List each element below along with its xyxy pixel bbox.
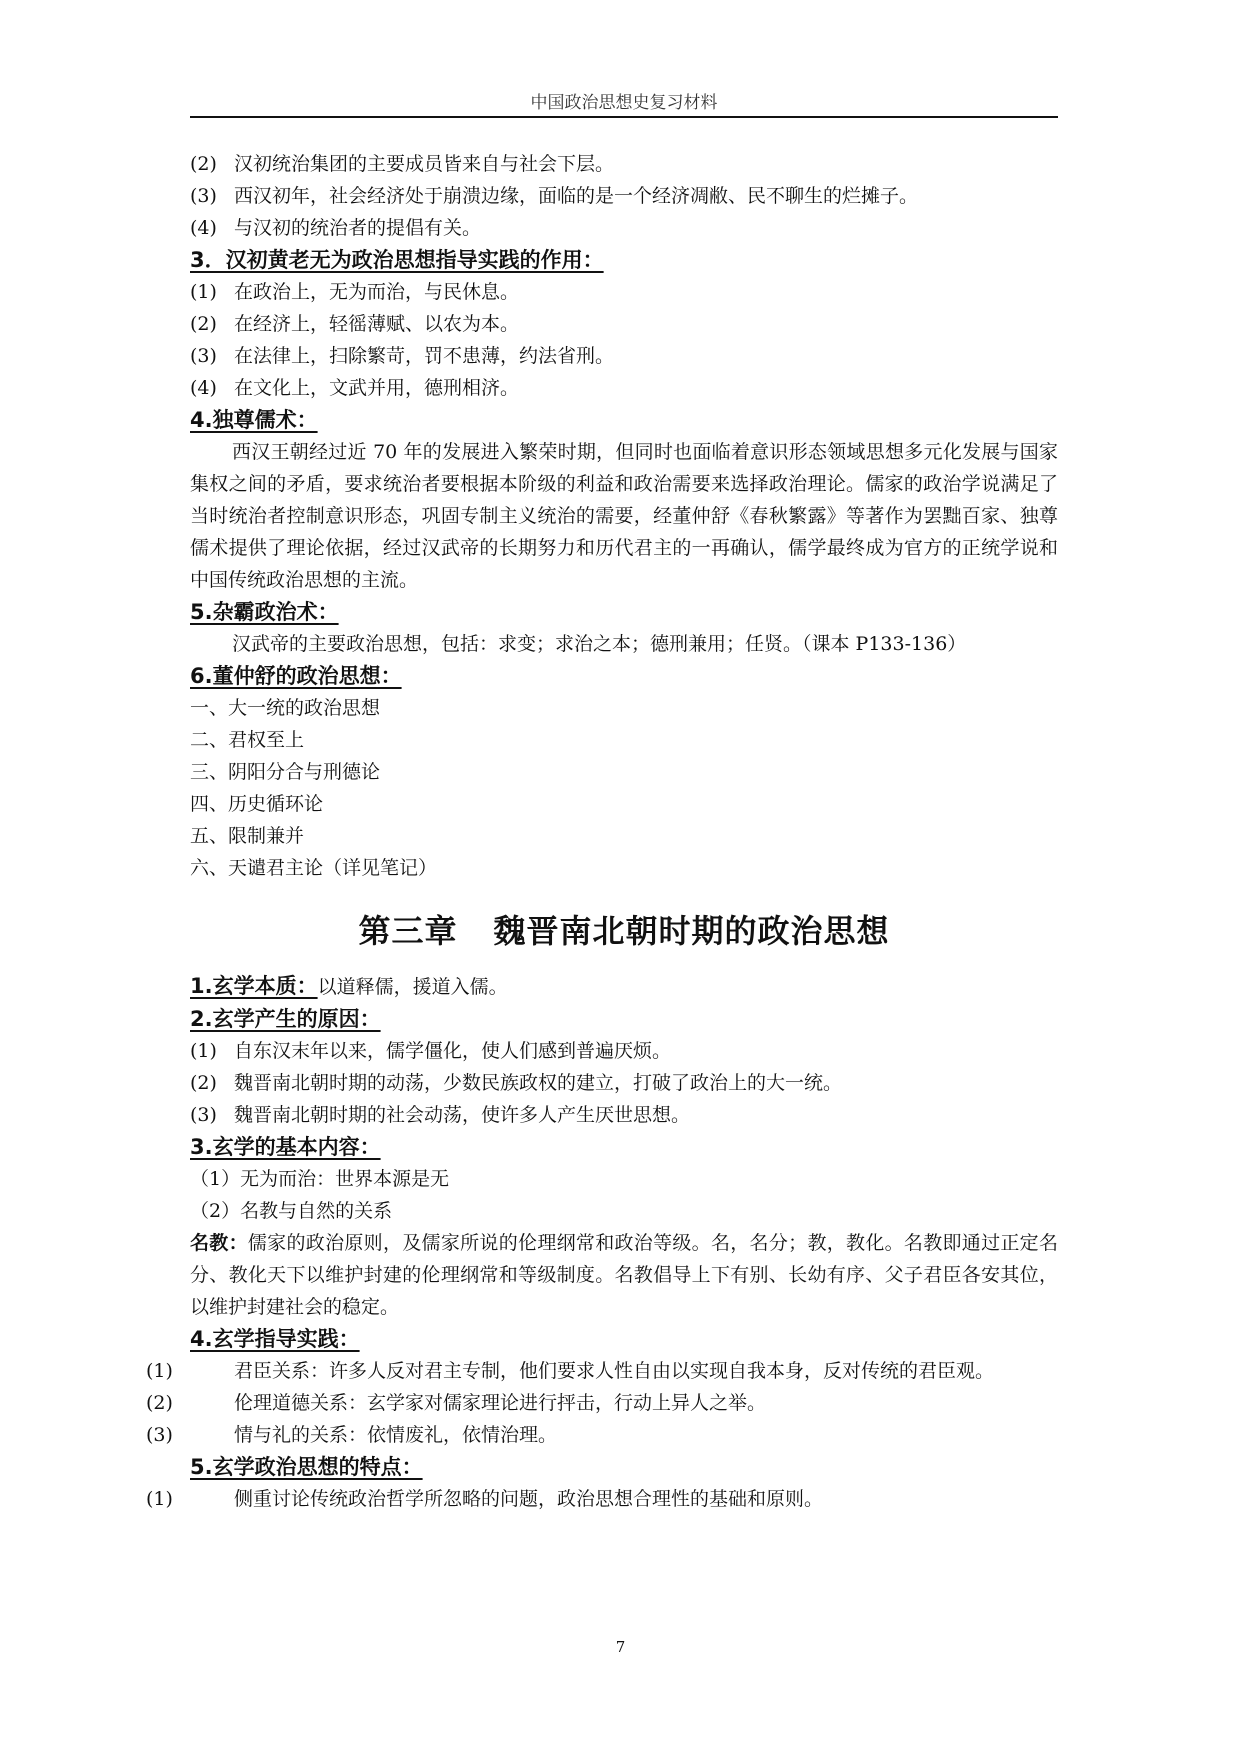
- section-heading: [190, 244, 1058, 276]
- term-definition: [190, 1227, 1058, 1323]
- list-item-text: 魏晋南北朝时期的动荡，少数民族政权的建立，打破了政治上的大一统。: [234, 1072, 843, 1094]
- xuanxue-content-list: [190, 1163, 1058, 1227]
- list-item: [190, 180, 1058, 212]
- chapter-name: 魏晋南北朝时期的政治思想: [493, 912, 890, 950]
- section-inline-text: 以道释儒，援道入儒。: [317, 976, 508, 998]
- list-marker: (2): [190, 153, 217, 175]
- list-marker: (1): [146, 1488, 173, 1510]
- section-heading: [190, 404, 1058, 436]
- term-text: 儒家的政治原则，及儒家所说的伦理纲常和政治等级。名，名分；教，教化。名教即通过正定名分、教化天下以维护封建的伦理纲常和等级制度。名教倡导上下有别、长幼有序、父子君臣各安其位，以维护封建社会的稳定。: [190, 1232, 1058, 1318]
- section-heading-text: 5.杂霸政治术：: [190, 600, 339, 624]
- section-heading-text: 4.独尊儒术：: [190, 408, 318, 432]
- list-item: [190, 308, 1058, 340]
- list-item: [146, 1483, 1058, 1515]
- list-marker: (2): [146, 1392, 173, 1414]
- list-marker: (2): [190, 313, 217, 335]
- section-heading-text: 5.玄学政治思想的特点：: [190, 1455, 423, 1479]
- list-marker: (3): [190, 345, 217, 367]
- list-item: [190, 276, 1058, 308]
- list-marker: （1）: [190, 1168, 241, 1190]
- list-item-text: 情与礼的关系：依情废礼，依情治理。: [234, 1424, 558, 1446]
- running-header: 中国政治思想史复习材料: [530, 93, 718, 113]
- list-marker: (3): [146, 1424, 173, 1446]
- xuanxue-features-list: [146, 1483, 1058, 1515]
- list-marker: (1): [146, 1360, 173, 1382]
- list-item-text: 无为而治：世界本源是无: [240, 1168, 450, 1190]
- list-item: 四、历史循环论: [190, 793, 324, 815]
- list-marker: （2）: [190, 1200, 241, 1222]
- list-marker: (4): [190, 377, 217, 399]
- section-heading: [190, 596, 1058, 628]
- header-rule: [190, 116, 1058, 118]
- section-heading-text: 4.玄学指导实践：: [190, 1327, 360, 1351]
- section-heading-text: 3.玄学的基本内容：: [190, 1135, 381, 1159]
- list-item: [190, 372, 1058, 404]
- list-item: 六、天谴君主论（详见笔记）: [190, 857, 438, 879]
- list-item: [146, 1387, 1058, 1419]
- page-number: 7: [615, 1638, 626, 1656]
- list-item-text: 自东汉末年以来，儒学僵化，使人们感到普遍厌烦。: [234, 1040, 672, 1062]
- section-heading: [190, 1003, 1058, 1035]
- list-item: [146, 1355, 1058, 1387]
- list-item: 一、大一统的政治思想: [190, 697, 381, 719]
- list-item-text: 西汉初年，社会经济处于崩溃边缘，面临的是一个经济凋敝、民不聊生的烂摊子。: [234, 185, 919, 207]
- continuation-list: [190, 148, 1058, 244]
- section-heading-text: 1.玄学本质：: [190, 974, 318, 998]
- list-item-text: 魏晋南北朝时期的社会动荡，使许多人产生厌世思想。: [234, 1104, 691, 1126]
- dong-zhongshu-list: [190, 692, 1058, 884]
- list-item-text: 在法律上，扫除繁苛，罚不患薄，约法省刑。: [234, 345, 615, 367]
- list-item: 三、阴阳分合与刑德论: [190, 761, 381, 783]
- list-item-text: 侧重讨论传统政治哲学所忽略的问题，政治思想合理性的基础和原则。: [234, 1488, 824, 1510]
- list-item: [190, 1035, 1058, 1067]
- term-label: 名教：: [190, 1232, 248, 1254]
- list-item-text: 在经济上，轻徭薄赋、以农为本。: [234, 313, 520, 335]
- list-marker: (3): [190, 1104, 217, 1126]
- section-heading-text: 6.董仲舒的政治思想：: [190, 664, 402, 688]
- list-item-text: 在政治上，无为而治，与民休息。: [234, 281, 520, 303]
- list-item: [190, 1195, 1058, 1227]
- section-heading-text: 2.玄学产生的原因：: [190, 1007, 381, 1031]
- list-item-text: 君臣关系：许多人反对君主专制，他们要求人性自由以实现自我本身，反对传统的君臣观。: [234, 1360, 995, 1382]
- xuanxue-causes-list: [190, 1035, 1058, 1131]
- section-heading-text: 3．汉初黄老无为政治思想指导实践的作用：: [190, 248, 604, 272]
- list-item: [190, 1067, 1058, 1099]
- list-item: 五、限制兼并: [190, 825, 305, 847]
- page-content: [146, 148, 1058, 1515]
- list-marker: (1): [190, 281, 217, 303]
- body-paragraph: 西汉王朝经过近 70 年的发展进入繁荣时期，但同时也面临着意识形态领域思想多元化发展与国家集权之间的矛盾，要求统治者要根据本阶级的利益和政治需要来选择政治理论。儒家的政治学说满足了当时统治者控制意识形态，巩固专制主义统治的需要，经董仲舒《春秋繁露》等著作为罢黜百家、独尊儒术提供了理论依据，经过汉武帝的长期努力和历代君主的一再确认，儒学最终成为官方的正统学说和中国传统政治思想的主流。: [190, 441, 1058, 591]
- body-paragraph: 汉武帝的主要政治思想，包括：求变；求治之本；德刑兼用；任贤。（课本 P133-136）: [232, 633, 967, 655]
- list-item: [190, 1163, 1058, 1195]
- section-heading: [190, 1131, 1058, 1163]
- chapter-number: 第三章: [358, 912, 458, 950]
- list-marker: (3): [190, 185, 217, 207]
- section-heading: [190, 1451, 1058, 1483]
- list-item: [190, 148, 1058, 180]
- xuanxue-practice-list: [146, 1355, 1058, 1451]
- list-marker: (2): [190, 1072, 217, 1094]
- list-marker: (4): [190, 217, 217, 239]
- list-item-text: 名教与自然的关系: [240, 1200, 393, 1222]
- practice-effects-list: [190, 276, 1058, 404]
- list-item-text: 汉初统治集团的主要成员皆来自与社会下层。: [234, 153, 615, 175]
- list-item: [146, 1419, 1058, 1451]
- list-marker: (1): [190, 1040, 217, 1062]
- chapter-title: [190, 906, 1058, 952]
- section-heading: [190, 1323, 1058, 1355]
- list-item: 二、君权至上: [190, 729, 305, 751]
- list-item-text: 与汉初的统治者的提倡有关。: [234, 217, 482, 239]
- list-item-text: 在文化上，文武并用，德刑相济。: [234, 377, 520, 399]
- list-item: [190, 340, 1058, 372]
- list-item: [190, 212, 1058, 244]
- list-item: [190, 1099, 1058, 1131]
- section-heading: [190, 660, 1058, 692]
- section-heading: [190, 970, 1058, 1003]
- list-item-text: 伦理道德关系：玄学家对儒家理论进行抨击，行动上异人之举。: [234, 1392, 767, 1414]
